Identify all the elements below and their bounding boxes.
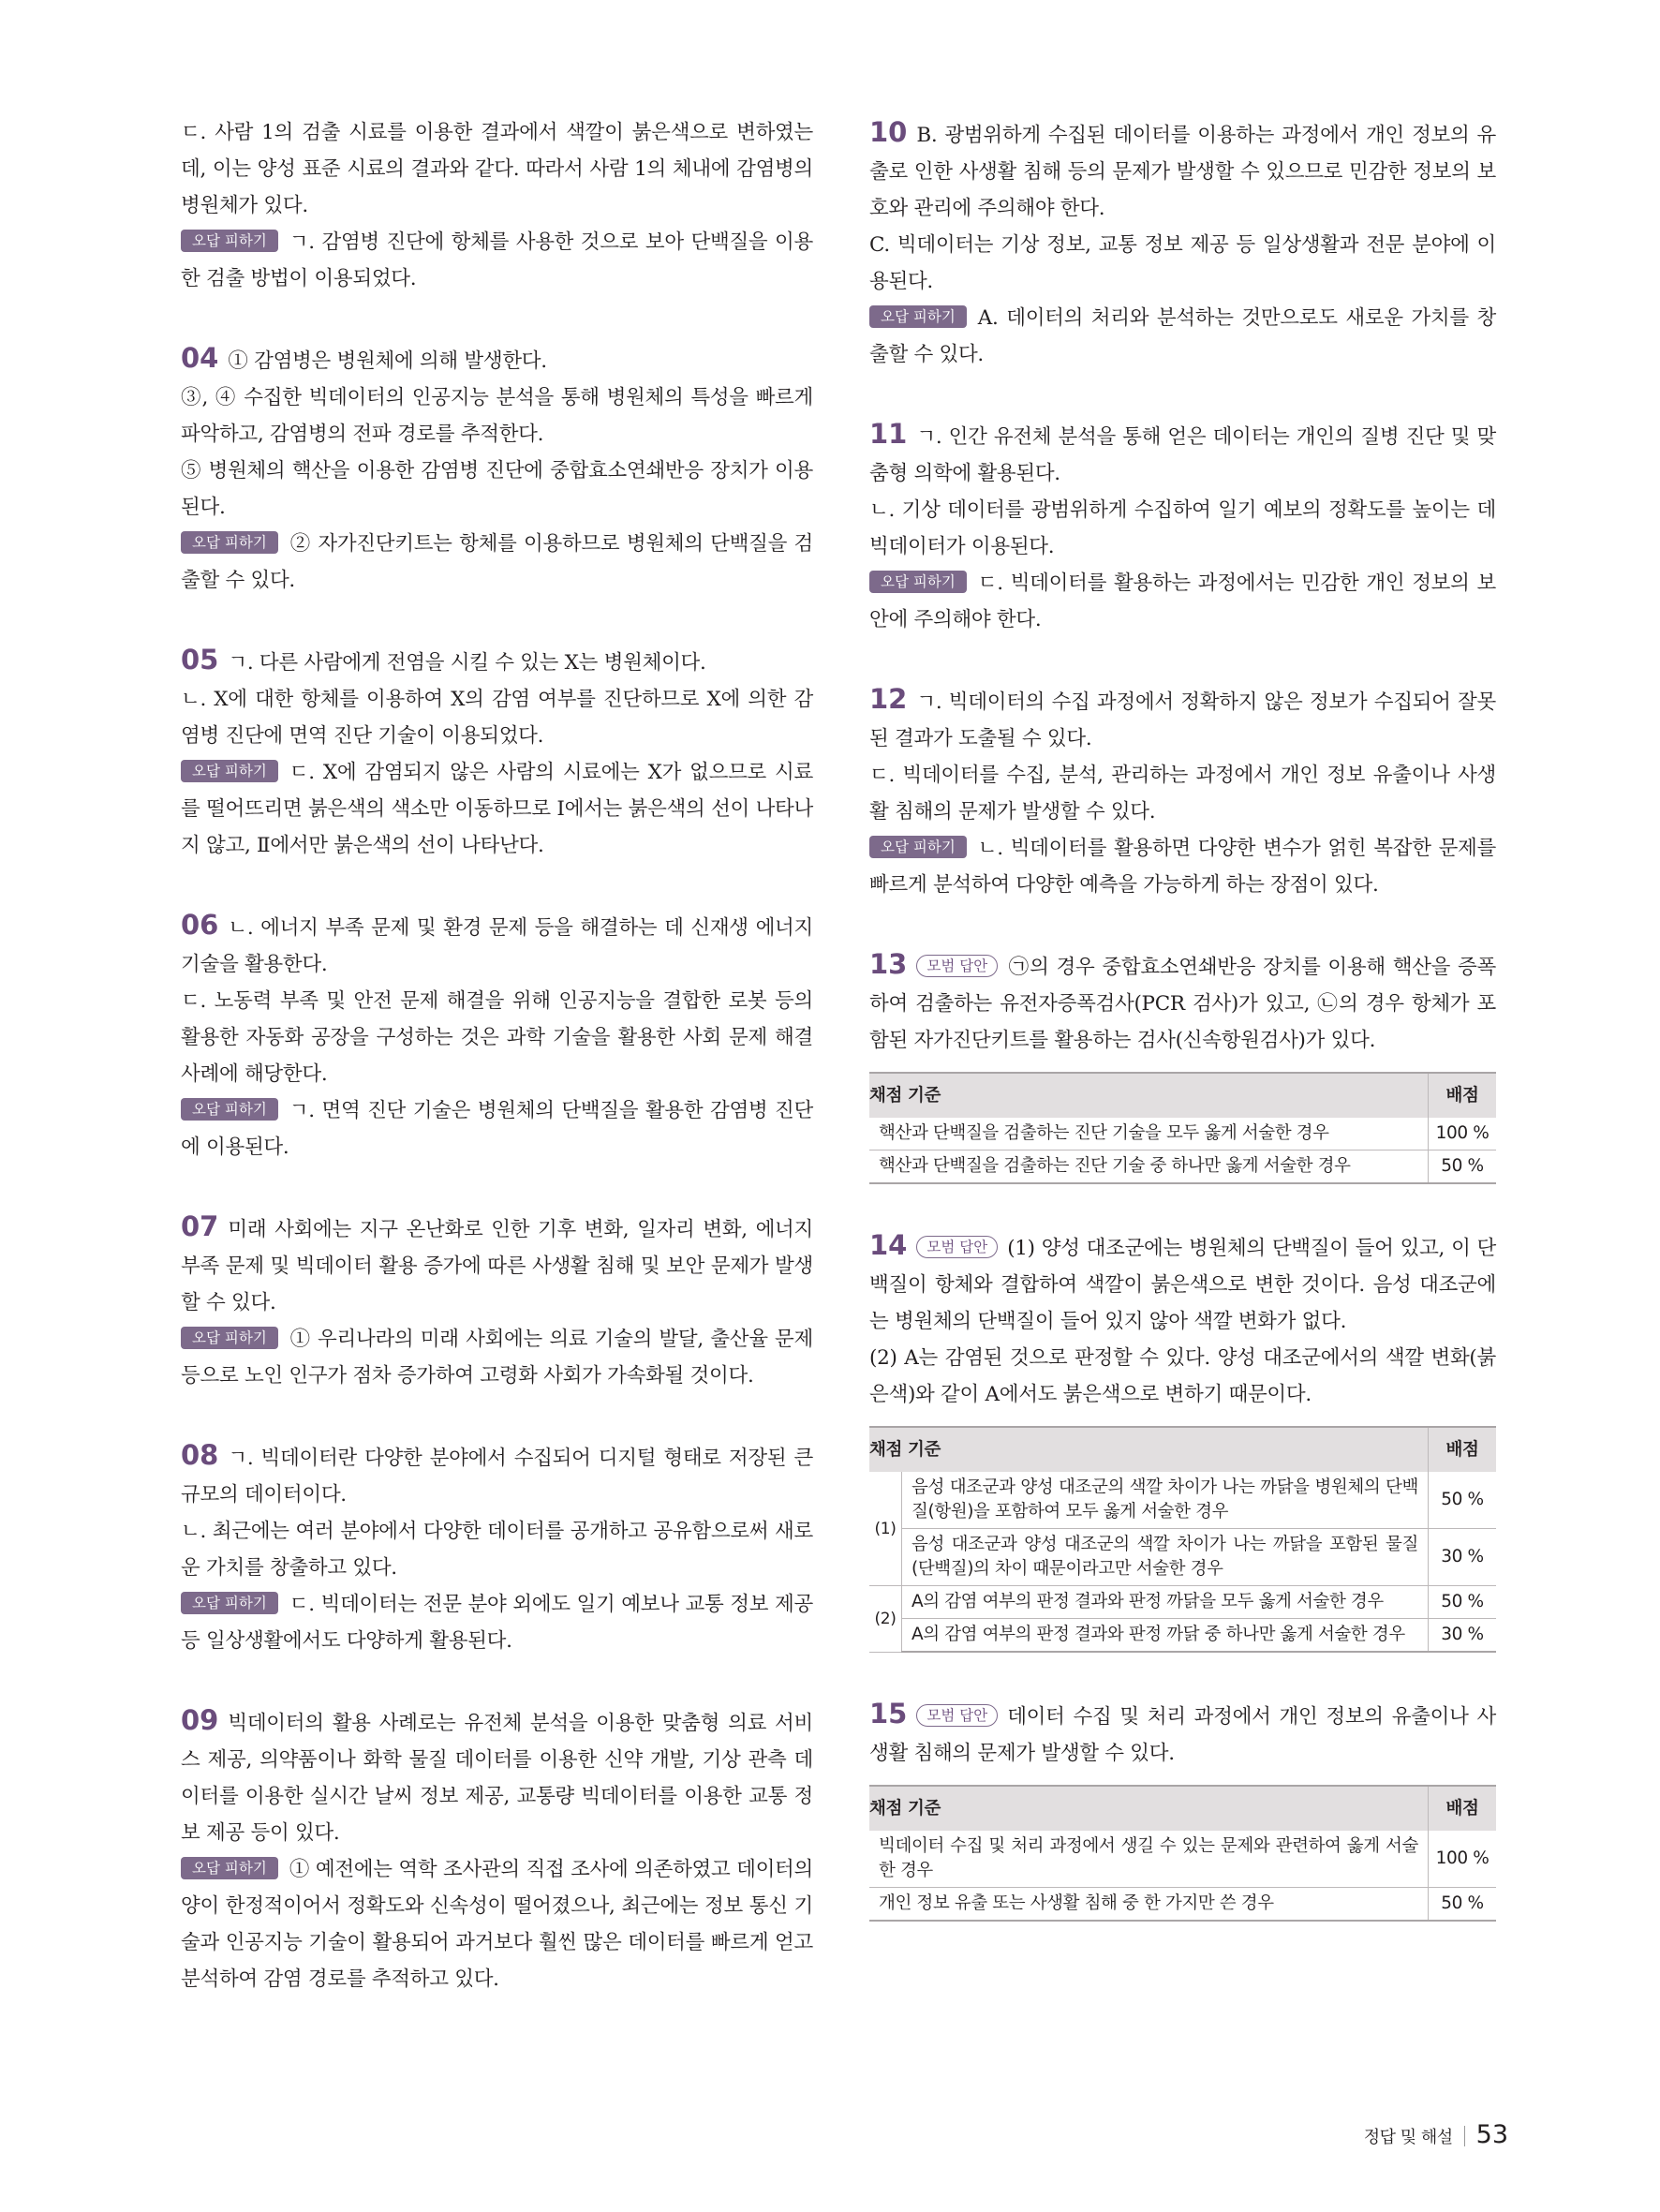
mistake-note-text: ㄷ. X에 감염되지 않은 사람의 시료에는 X가 없으므로 시료를 떨어뜨리면 붉은색의 색소만 이동하므로 Ⅰ에서는 붉은색의 선이 나타나지 않고, Ⅱ에서만 붉은색의 선이 나타난다. — [181, 761, 813, 857]
mistake-note-text: ① 예전에는 역학 조사관의 직접 조사에 의존하였고 데이터의 양이 한정적이어서 정확도와 신속성이 떨어졌으나, 최근에는 정보 통신 기술과 인공지능 기술이 활용되어 과거보다 훨씬 많은 데이터를 빠르게 얻고 분석하여 감염 경로를 추적하고 있다. — [181, 1858, 813, 1991]
answer-paragraph — [181, 642, 813, 681]
answer-text: B. 광범위하게 수집된 데이터를 이용하는 과정에서 개인 정보의 유출로 인한 사생활 침해 등의 문제가 발생할 수 있으므로 민감한 정보의 보호와 관리에 주의해야 한다. — [869, 124, 1496, 220]
model-answer-tag: 모범 답안 — [916, 1236, 998, 1258]
page-footer — [1364, 2120, 1508, 2149]
mistake-note — [869, 565, 1496, 638]
answer-item-12 — [869, 681, 1496, 903]
answer-item-08 — [181, 1437, 813, 1659]
points-cell: 100 % — [1429, 1118, 1497, 1151]
question-number: 09 — [181, 1704, 219, 1736]
answer-paragraph: ③, ④ 수집한 빅데이터의 인공지능 분석을 통해 병원체의 특성을 빠르게 파악하고, 감염병의 전파 경로를 추적한다. — [181, 386, 813, 446]
answer-text: ㄱ. 인간 유전체 분석을 통해 얻은 데이터는 개인의 질병 진단 및 맞춤형 의학에 활용된다. — [869, 425, 1496, 485]
mistake-avoid-tag: 오답 피하기 — [869, 571, 967, 593]
criteria-cell: A의 감염 여부의 판정 결과와 판정 까닭 중 하나만 옳게 서술한 경우 — [902, 1619, 1429, 1653]
answer-item-05 — [181, 642, 813, 864]
answer-item-10 — [869, 114, 1496, 373]
question-number: 06 — [181, 909, 219, 941]
table-header-criteria: 채점 기준 — [869, 1427, 1429, 1472]
table-row — [869, 1472, 1496, 1529]
answer-item-14 — [869, 1227, 1496, 1653]
answer-paragraph: ㄷ. 빅데이터를 수집, 분석, 관리하는 과정에서 개인 정보 유출이나 사생활 침해의 문제가 발생할 수 있다. — [869, 764, 1496, 824]
table-header-criteria: 채점 기준 — [869, 1073, 1429, 1118]
answer-paragraph: (2) A는 감염된 것으로 판정할 수 있다. 양성 대조군에서의 색깔 변화(붉은색)와 같이 A에서도 붉은색으로 변하기 때문이다. — [869, 1346, 1496, 1406]
grading-table — [869, 1072, 1496, 1184]
answer-text: ㉠의 경우 중합효소연쇄반응 장치를 이용해 핵산을 증폭하여 검출하는 유전자증폭검사(PCR 검사)가 있고, ㉡의 경우 항체가 포함된 자가진단키트를 활용하는 검사(신속항원검사)가 있다. — [869, 956, 1496, 1052]
question-number: 14 — [869, 1229, 908, 1261]
mistake-note-text: ㄷ. 빅데이터는 전문 분야 외에도 일기 예보나 교통 정보 제공 등 일상생활에서도 다양하게 활용된다. — [181, 1593, 813, 1653]
answer-text: 미래 사회에는 지구 온난화로 인한 기후 변화, 일자리 변화, 에너지 부족 문제 및 빅데이터 활용 증가에 따른 사생활 침해 및 보안 문제가 발생할 수 있다. — [181, 1218, 813, 1314]
answer-item-06 — [181, 907, 813, 1165]
answer-paragraph: ㄷ. 사람 1의 검출 시료를 이용한 결과에서 색깔이 붉은색으로 변하였는데, 이는 양성 표준 시료의 결과와 같다. 따라서 사람 1의 체내에 감염병의 병원체가 있다. — [181, 121, 813, 217]
mistake-note — [181, 224, 813, 297]
table-row — [869, 1619, 1496, 1653]
answer-paragraph — [181, 1209, 813, 1321]
answer-item-11 — [869, 416, 1496, 638]
answer-item-07 — [181, 1209, 813, 1394]
grading-table — [869, 1426, 1496, 1653]
mistake-note-text: ㄱ. 감염병 진단에 항체를 사용한 것으로 보아 단백질을 이용한 검출 방법이 이용되었다. — [181, 230, 813, 290]
points-cell: 50 % — [1429, 1472, 1497, 1529]
question-number: 04 — [181, 342, 219, 374]
answer-text: ㄱ. 빅데이터란 다양한 분야에서 수집되어 디지털 형태로 저장된 큰 규모의 데이터이다. — [181, 1447, 813, 1507]
mistake-note — [181, 754, 813, 864]
mistake-note — [869, 300, 1496, 373]
footer-divider — [1464, 2126, 1465, 2146]
model-answer-tag: 모범 답안 — [916, 955, 998, 977]
mistake-note-text: ② 자가진단키트는 항체를 이용하므로 병원체의 단백질을 검출할 수 있다. — [181, 532, 813, 592]
answer-paragraph: ㄷ. 노동력 부족 및 안전 문제 해결을 위해 인공지능을 결합한 로봇 등의 활용한 자동화 공장을 구성하는 것은 과학 기술을 활용한 사회 문제 해결 사례에 해당한다. — [181, 989, 813, 1086]
answer-paragraph — [869, 681, 1496, 757]
answer-paragraph — [869, 1227, 1496, 1340]
mistake-avoid-tag: 오답 피하기 — [181, 230, 278, 252]
points-cell: 30 % — [1429, 1529, 1497, 1586]
model-answer-tag: 모범 답안 — [916, 1704, 998, 1727]
mistake-note-text: ① 우리나라의 미래 사회에는 의료 기술의 발달, 출산율 문제 등으로 노인 인구가 점차 증가하여 고령화 사회가 가속화될 것이다. — [181, 1328, 813, 1388]
mistake-note-text: ㄱ. 면역 진단 기술은 병원체의 단백질을 활용한 감염병 진단에 이용된다. — [181, 1099, 813, 1159]
answer-paragraph: ㄴ. 기상 데이터를 광범위하게 수집하여 일기 예보의 정확도를 높이는 데 빅데이터가 이용된다. — [869, 498, 1496, 558]
question-number: 05 — [181, 644, 219, 675]
criteria-cell: 핵산과 단백질을 검출하는 진단 기술을 모두 옳게 서술한 경우 — [869, 1118, 1429, 1151]
answer-text: ㄱ. 다른 사람에게 전염을 시킬 수 있는 X는 병원체이다. — [228, 651, 706, 675]
criteria-cell: A의 감염 여부의 판정 결과와 판정 까닭을 모두 옳게 서술한 경우 — [902, 1586, 1429, 1619]
criteria-cell: 핵산과 단백질을 검출하는 진단 기술 중 하나만 옳게 서술한 경우 — [869, 1151, 1429, 1184]
answer-paragraph: ㄴ. 최근에는 여러 분야에서 다양한 데이터를 공개하고 공유함으로써 새로운 가치를 창출하고 있다. — [181, 1520, 813, 1580]
points-cell: 100 % — [1429, 1831, 1497, 1888]
answer-text: (1) 양성 대조군에는 병원체의 단백질이 들어 있고, 이 단백질이 항체와 결합하여 색깔이 붉은색으로 변한 것이다. 음성 대조군에는 병원체의 단백질이 들어 있지 않아 색깔 변화가 없다. — [869, 1237, 1496, 1333]
mistake-avoid-tag: 오답 피하기 — [181, 1857, 278, 1879]
mistake-note-text: ㄴ. 빅데이터를 활용하면 다양한 변수가 얽힌 복잡한 문제를 빠르게 분석하여 다양한 예측을 가능하게 하는 장점이 있다. — [869, 837, 1496, 897]
table-row — [869, 1888, 1496, 1922]
mistake-avoid-tag: 오답 피하기 — [181, 1327, 278, 1349]
question-number: 10 — [869, 116, 908, 148]
answer-paragraph: ㄴ. X에 대한 항체를 이용하여 X의 감염 여부를 진단하므로 X에 의한 감염병 진단에 면역 진단 기술이 이용되었다. — [181, 688, 813, 748]
criteria-cell: 빅데이터 수집 및 처리 과정에서 생길 수 있는 문제와 관련하여 옳게 서술한 경우 — [869, 1831, 1429, 1888]
points-cell: 50 % — [1429, 1151, 1497, 1184]
sub-question-label: (2) — [869, 1586, 902, 1653]
points-cell: 30 % — [1429, 1619, 1497, 1653]
table-header-criteria: 채점 기준 — [869, 1786, 1429, 1831]
mistake-note — [181, 1092, 813, 1165]
answer-text: 데이터 수집 및 처리 과정에서 개인 정보의 유출이나 사생활 침해의 문제가 발생할 수 있다. — [869, 1705, 1496, 1765]
mistake-avoid-tag: 오답 피하기 — [869, 305, 967, 328]
answer-paragraph — [869, 416, 1496, 492]
question-number: 11 — [869, 418, 908, 450]
criteria-cell: 음성 대조군과 양성 대조군의 색깔 차이가 나는 까닭을 포함된 물질(단백질)의 차이 때문이라고만 서술한 경우 — [902, 1529, 1429, 1586]
table-row — [869, 1831, 1496, 1888]
table-header-points: 배점 — [1429, 1786, 1497, 1831]
mistake-avoid-tag: 오답 피하기 — [181, 531, 278, 554]
answer-paragraph — [869, 1696, 1496, 1772]
question-number: 08 — [181, 1439, 219, 1471]
answer-item-03-cont — [181, 114, 813, 297]
mistake-note — [181, 1851, 813, 1997]
answer-item-09 — [181, 1702, 813, 1997]
mistake-note-text: ㄷ. 빅데이터를 활용하는 과정에서는 민감한 개인 정보의 보안에 주의해야 한다. — [869, 572, 1496, 631]
answer-item-15 — [869, 1696, 1496, 1922]
answer-paragraph — [181, 907, 813, 983]
question-number: 07 — [181, 1210, 219, 1242]
grading-table — [869, 1785, 1496, 1922]
question-number: 12 — [869, 683, 908, 715]
points-cell: 50 % — [1429, 1888, 1497, 1922]
answer-paragraph — [869, 946, 1496, 1059]
mistake-note — [181, 1586, 813, 1659]
answer-text: 빅데이터의 활용 사례로는 유전체 분석을 이용한 맞춤형 의료 서비스 제공, 의약품이나 화학 물질 데이터를 이용한 신약 개발, 기상 관측 데이터를 이용한 실시간 날씨 정보 제공, 교통량 빅데이터를 이용한 교통 정보 제공 등이 있다. — [181, 1712, 813, 1845]
criteria-cell: 개인 정보 유출 또는 사생활 침해 중 한 가지만 쓴 경우 — [869, 1888, 1429, 1922]
footer-section-label: 정답 및 해설 — [1363, 2128, 1453, 2147]
mistake-avoid-tag: 오답 피하기 — [181, 1098, 278, 1121]
answer-item-04 — [181, 340, 813, 599]
mistake-avoid-tag: 오답 피하기 — [181, 1592, 278, 1614]
mistake-avoid-tag: 오답 피하기 — [869, 836, 967, 858]
answer-paragraph — [181, 1437, 813, 1513]
answer-paragraph — [181, 1702, 813, 1851]
page-number: 53 — [1475, 2120, 1508, 2149]
answer-paragraph: C. 빅데이터는 기상 정보, 교통 정보 제공 등 일상생활과 전문 분야에 이용된다. — [869, 233, 1496, 293]
question-number: 13 — [869, 948, 908, 980]
mistake-avoid-tag: 오답 피하기 — [181, 760, 278, 782]
mistake-note — [181, 1321, 813, 1394]
answer-paragraph — [181, 340, 813, 379]
mistake-note — [181, 526, 813, 599]
answer-text: ㄴ. 에너지 부족 문제 및 환경 문제 등을 해결하는 데 신재생 에너지 기술을 활용한다. — [181, 916, 813, 976]
left-column — [181, 114, 813, 1997]
right-column — [869, 114, 1496, 1922]
table-row — [869, 1118, 1496, 1151]
table-row — [869, 1586, 1496, 1619]
table-row — [869, 1151, 1496, 1184]
mistake-note — [869, 830, 1496, 903]
table-header-points: 배점 — [1429, 1427, 1497, 1472]
answer-item-13 — [869, 946, 1496, 1184]
table-header-points: 배점 — [1429, 1073, 1497, 1118]
answer-paragraph — [869, 114, 1496, 227]
points-cell: 50 % — [1429, 1586, 1497, 1619]
answer-paragraph: ⑤ 병원체의 핵산을 이용한 감염병 진단에 중합효소연쇄반응 장치가 이용된다. — [181, 459, 813, 519]
sub-question-label: (1) — [869, 1472, 902, 1586]
question-number: 15 — [869, 1698, 908, 1730]
mistake-note-text: A. 데이터의 처리와 분석하는 것만으로도 새로운 가치를 창출할 수 있다. — [869, 306, 1496, 366]
answer-text: ① 감염병은 병원체에 의해 발생한다. — [228, 349, 547, 373]
table-row — [869, 1529, 1496, 1586]
criteria-cell: 음성 대조군과 양성 대조군의 색깔 차이가 나는 까닭을 병원체의 단백질(항원)을 포함하여 모두 옳게 서술한 경우 — [902, 1472, 1429, 1529]
answer-text: ㄱ. 빅데이터의 수집 과정에서 정확하지 않은 정보가 수집되어 잘못된 결과가 도출될 수 있다. — [869, 690, 1496, 750]
